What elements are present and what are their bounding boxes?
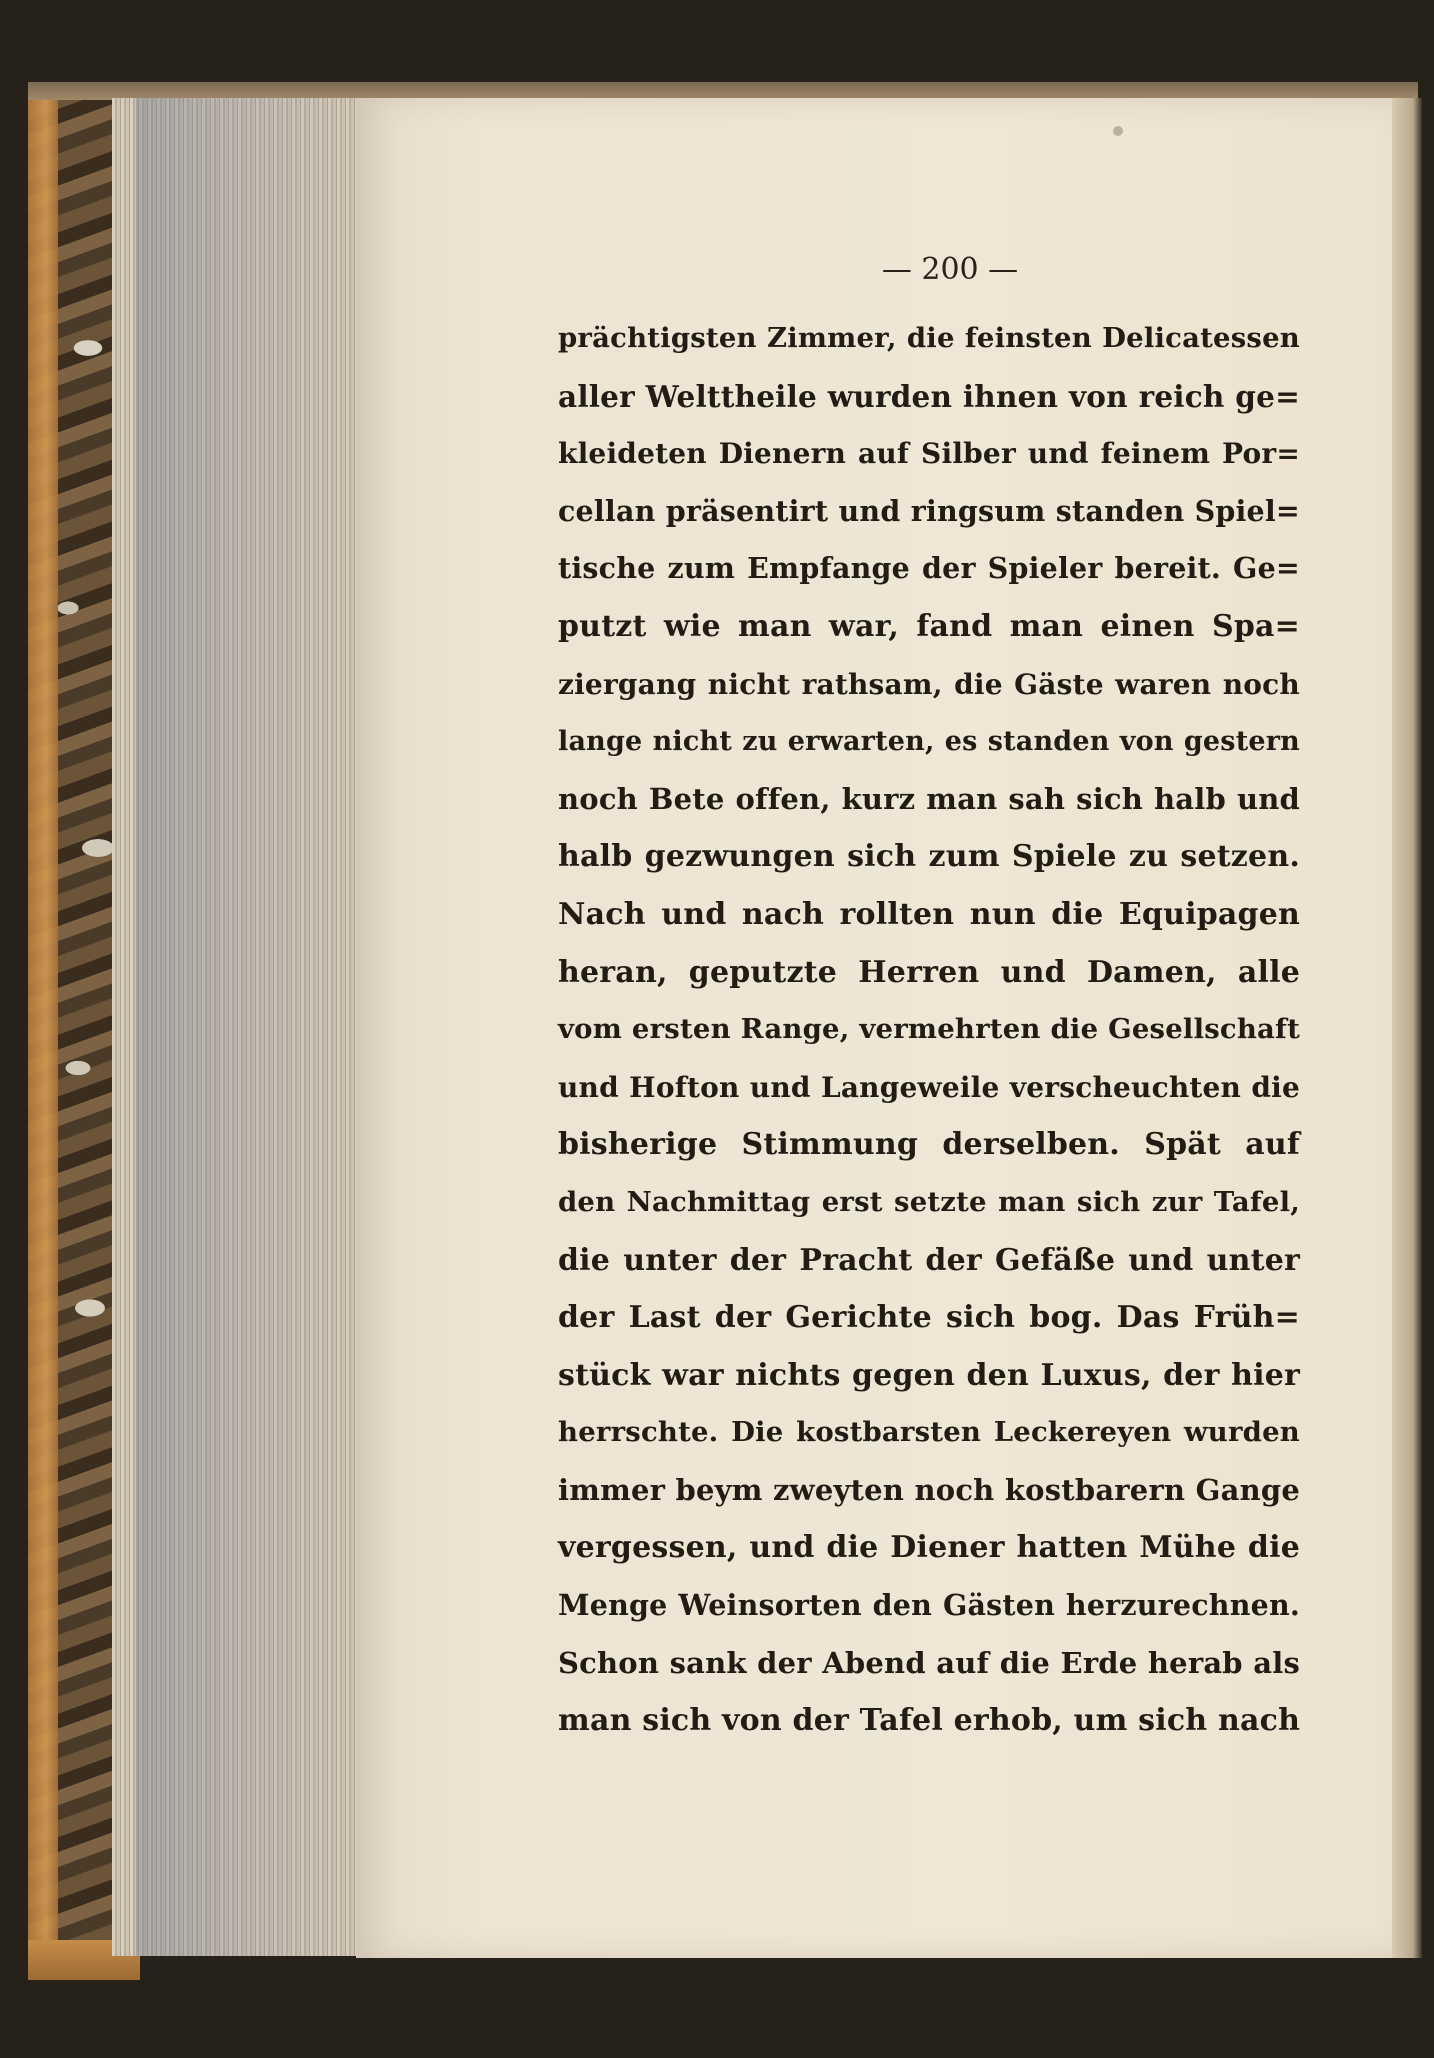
text-line: halb gezwungen sich zum Spiele zu setzen. [558,839,1300,875]
text-line: die unter der Pracht der Gefäße und unter [558,1242,1300,1278]
leather-spine-edge [28,88,58,1978]
text-line: heran, geputzte Herren und Damen, alle [558,954,1300,990]
paper-spot [1113,126,1123,136]
text-line: tische zum Empfange der Spieler bereit. Ge= [558,551,1300,586]
text-line: aller Welttheile wurden ihnen von reich ge= [558,378,1300,414]
body-text [558,310,1300,1750]
text-line: und Hofton und Langeweile verscheuchten die [558,1070,1300,1104]
page-stack-shade [136,98,356,1956]
text-line: noch Bete offen, kurz man sah sich halb und [558,781,1300,816]
text-line: vom ersten Range, vermehrten die Gesellschaft [558,1013,1300,1046]
text-line: ziergang nicht rathsam, die Gäste waren noch [558,667,1300,701]
text-line: Menge Weinsorten den Gästen herzurechnen. [558,1588,1300,1623]
text-line: kleideten Dienern auf Silber und feinem Por= [558,437,1300,471]
page-number-header: — 200 — [881,252,1019,287]
text-line: putzt wie man war, fand man einen Spa= [558,608,1300,644]
text-line: immer beym zweyten noch kostbarern Gange [558,1472,1300,1507]
text-line: man sich von der Tafel erhob, um sich nach [558,1703,1301,1739]
text-line: Nach und nach rollten nun die Equipagen [558,896,1300,932]
text-line: cellan präsentirt und ringsum standen Spiel= [558,493,1300,528]
right-page-edge [1392,98,1422,1958]
text-line: herrschte. Die kostbarsten Leckereyen wurden [558,1416,1300,1449]
text-line: lange nicht zu erwarten, es standen von gestern [558,726,1300,758]
text-line: vergessen, und die Diener hatten Mühe die [558,1530,1300,1566]
text-line: der Last der Gerichte sich bog. Das Früh= [558,1300,1300,1336]
text-line: prächtigsten Zimmer, die feinsten Delicatessen [558,322,1300,354]
text-line: stück war nichts gegen den Luxus, der hier [558,1357,1300,1393]
text-line: Schon sank der Abend auf die Erde herab als [558,1645,1300,1680]
text-line: bisherige Stimmung derselben. Spät auf [558,1127,1300,1163]
text-line: den Nachmittag erst setzte man sich zur Tafel, [558,1185,1300,1218]
